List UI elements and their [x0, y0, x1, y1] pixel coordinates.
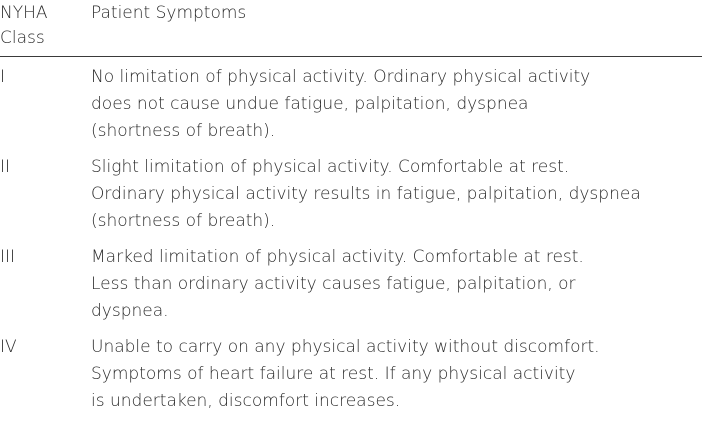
- nyha-class-cell: III: [0, 247, 16, 267]
- table-row: [0, 244, 702, 334]
- table-row: [0, 334, 702, 424]
- symptom-line: Marked limitation of physical activity. Comfortable at rest.: [91, 247, 584, 267]
- nyha-class-cell: II: [0, 157, 11, 177]
- symptom-line: dyspnea.: [91, 301, 169, 321]
- patient-symptoms-cell: [91, 64, 702, 145]
- symptom-line: Symptoms of heart failure at rest. If any physical activity: [91, 364, 576, 384]
- symptom-line: Less than ordinary activity causes fatigue, palpitation, or: [91, 274, 576, 294]
- symptom-line: No limitation of physical activity. Ordinary physical activity: [91, 67, 591, 87]
- nyha-class-column-header: NYHA Class: [0, 3, 48, 48]
- symptom-line: (shortness of breath).: [91, 121, 276, 141]
- patient-symptoms-cell: [91, 154, 702, 235]
- symptom-line: Slight limitation of physical activity. Comfortable at rest.: [91, 157, 570, 177]
- symptom-line: does not cause undue fatigue, palpitation, dyspnea: [91, 94, 529, 114]
- symptom-line: Unable to carry on any physical activity without discomfort.: [91, 337, 600, 357]
- header-divider: [0, 56, 702, 57]
- patient-symptoms-column-header: Patient Symptoms: [91, 3, 247, 23]
- table-header: [0, 0, 702, 56]
- nyha-class-cell: I: [0, 67, 6, 87]
- symptom-line: (shortness of breath).: [91, 211, 276, 231]
- table-row: [0, 154, 702, 244]
- symptom-line: Ordinary physical activity results in fatigue, palpitation, dyspnea: [91, 184, 641, 204]
- nyha-class-cell: IV: [0, 337, 17, 357]
- patient-symptoms-cell: [91, 334, 702, 415]
- patient-symptoms-cell: [91, 244, 702, 325]
- table-body: [0, 64, 702, 424]
- table-row: [0, 64, 702, 154]
- symptom-line: is undertaken, discomfort increases.: [91, 391, 401, 411]
